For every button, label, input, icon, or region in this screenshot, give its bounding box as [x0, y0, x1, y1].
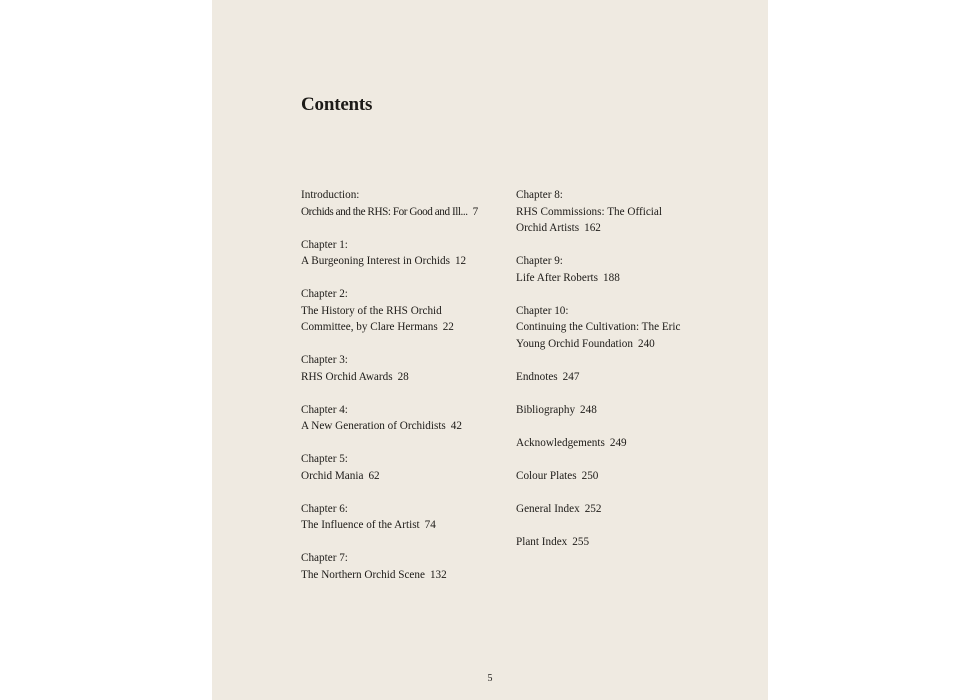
- toc-entry-chapter-8: [516, 187, 721, 237]
- toc-title: A New Generation of Orchidists: [301, 420, 446, 432]
- toc-entry-colour-plates: [516, 468, 721, 485]
- toc-title: Colour Plates: [516, 469, 577, 482]
- toc-entry-general-index: [516, 501, 721, 518]
- toc-entry-endnotes: [516, 369, 721, 386]
- page-number: 5: [487, 673, 493, 684]
- toc-page-number: 74: [424, 519, 436, 531]
- toc-title: Orchids and the RHS: For Good and Ill...: [301, 205, 468, 218]
- contents-right-column: [516, 187, 721, 567]
- toc-entry-chapter-10: [516, 303, 721, 353]
- toc-heading: Chapter 10:: [516, 304, 569, 317]
- toc-heading: Chapter 5:: [301, 453, 348, 465]
- toc-title: Continuing the Cultivation: The Eric Young Orchid Foundation: [516, 321, 681, 350]
- toc-page-number: 247: [562, 370, 580, 383]
- toc-heading: Chapter 3:: [301, 354, 348, 366]
- toc-heading: Chapter 2:: [301, 288, 348, 300]
- toc-title: General Index: [516, 502, 580, 515]
- toc-title: Acknowledgements: [516, 436, 605, 449]
- toc-page-number: 28: [397, 370, 409, 383]
- toc-title: Life After Roberts: [516, 271, 599, 284]
- contents-left-column: [301, 187, 506, 600]
- toc-entry-plant-index: [516, 534, 721, 551]
- toc-page-number: 42: [450, 420, 462, 432]
- toc-entry-chapter-5: [301, 451, 506, 484]
- toc-title: RHS Commissions: The Official Orchid Artists: [516, 205, 662, 234]
- toc-entry-chapter-4: [301, 402, 506, 435]
- toc-title: Plant Index: [516, 535, 568, 548]
- toc-page-number: 22: [442, 321, 454, 333]
- toc-entry-chapter-7: [301, 550, 506, 583]
- toc-page-number: 162: [584, 222, 601, 234]
- toc-page-number: 188: [603, 271, 620, 284]
- book-page: [212, 0, 768, 700]
- toc-page-number: 240: [637, 337, 655, 350]
- toc-page-number: 248: [580, 403, 597, 416]
- toc-entry-chapter-3: [301, 352, 506, 385]
- toc-page-number: 12: [454, 255, 467, 267]
- toc-entry-chapter-9: [516, 253, 721, 286]
- toc-title: RHS Orchid Awards: [301, 370, 393, 383]
- toc-heading: Chapter 7:: [301, 552, 348, 564]
- toc-page-number: 7: [472, 205, 478, 218]
- toc-heading: Chapter 1:: [301, 238, 348, 251]
- toc-entry-bibliography: [516, 402, 721, 419]
- toc-title: The Influence of the Artist: [301, 519, 420, 531]
- toc-page-number: 62: [368, 469, 380, 482]
- toc-heading: Chapter 9:: [516, 255, 563, 267]
- toc-entry-introduction: [301, 187, 506, 220]
- contents-title: Contents: [301, 94, 373, 115]
- toc-entry-chapter-2: [301, 286, 506, 336]
- toc-page-number: 132: [429, 568, 447, 581]
- toc-title: The History of the RHS Orchid Committee, by Clare Hermans: [301, 304, 442, 333]
- toc-title: Orchid Mania: [301, 469, 364, 482]
- toc-heading: Chapter 6:: [301, 502, 348, 515]
- toc-entry-chapter-6: [301, 501, 506, 534]
- toc-title: Endnotes: [516, 370, 558, 383]
- toc-entry-acknowledgements: [516, 435, 721, 452]
- toc-entry-chapter-1: [301, 237, 506, 270]
- toc-page-number: 252: [584, 502, 602, 515]
- toc-heading: Chapter 4:: [301, 403, 348, 416]
- toc-title: The Northern Orchid Scene: [301, 568, 425, 581]
- toc-page-number: 255: [572, 535, 590, 548]
- toc-page-number: 249: [609, 436, 627, 449]
- toc-page-number: 250: [581, 469, 599, 482]
- toc-heading: Chapter 8:: [516, 189, 563, 201]
- toc-title: A Burgeoning Interest in Orchids: [301, 255, 450, 267]
- toc-heading: Introduction:: [301, 189, 360, 201]
- toc-title: Bibliography: [516, 403, 576, 416]
